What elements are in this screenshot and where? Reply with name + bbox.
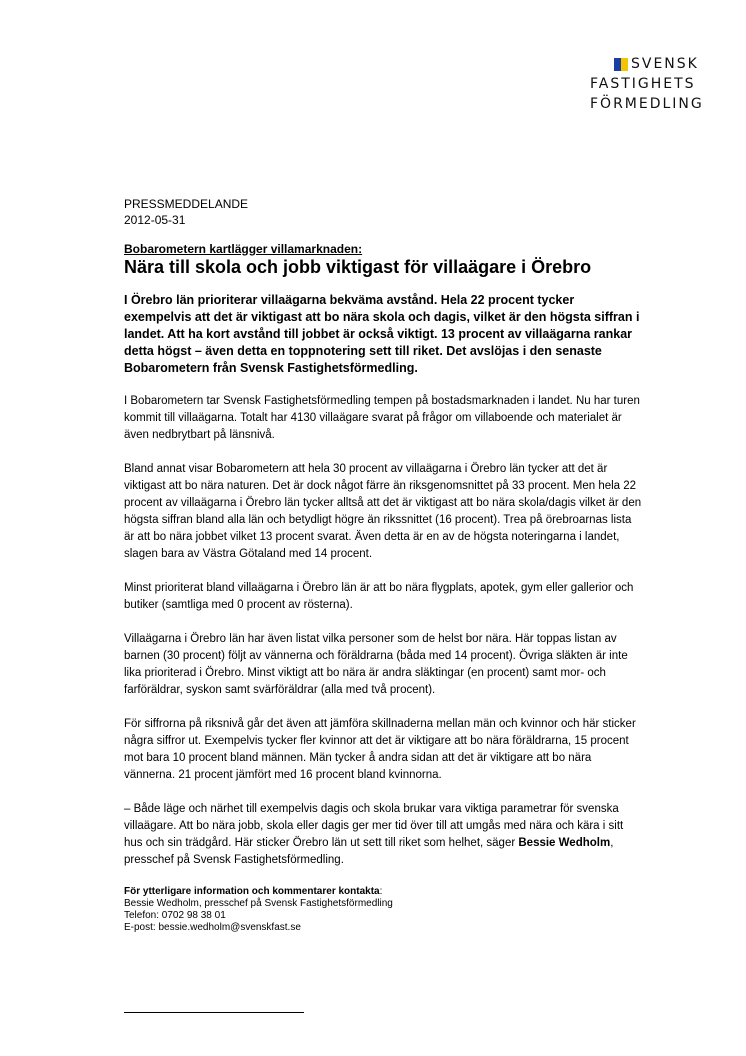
contact-heading-colon: : — [379, 886, 383, 897]
press-release-body — [124, 196, 644, 934]
quote-speaker-title: , presschef på Svensk Fastighetsförmedling. — [124, 837, 614, 866]
contact-heading: För ytterligare information och kommentarer kontakta — [124, 886, 380, 897]
logo-line-3: FÖRMEDLING — [590, 96, 704, 112]
quote-speaker-name: Bessie Wedholm — [518, 837, 611, 849]
flag-yellow-stripe — [621, 58, 628, 71]
lead-paragraph: I Örebro län prioriterar villaägarna bekväma avstånd. Hela 22 procent tycker exempelvis att det är viktigast att bo nära skola och dagis, vilket är den högsta siffran i landet. Att ha kort avstånd till jobbet är också viktigt. 13 procent av villaägarna rankar detta högst – även detta en toppnotering sett till riket. Det avslöjas i den senaste Bobarometern från Svensk Fastighetsförmedling. — [124, 293, 640, 375]
contact-name: Bessie Wedholm, presschef på Svensk Fastighetsförmedling — [124, 898, 393, 909]
logo-line-2: FASTIGHETS — [590, 76, 696, 92]
flag-blue-stripe — [614, 58, 621, 71]
document-date: 2012-05-31 — [124, 213, 186, 227]
logo-line-1: SVENSK — [631, 56, 699, 72]
body-paragraph-5: För siffrorna på riksnivå går det även att jämföra skillnaderna mellan män och kvinnor och här sticker några siffror ut. Exempelvis tycker fler kvinnor att det är viktigare att bo nära föräldrarna, 15 procent mot bara 10 procent bland männen. Män tycker å andra sidan att det är viktigare att bo nära vännerna. 21 procent jämfört med 16 procent bland kvinnorna. — [124, 718, 636, 781]
kicker-heading: Bobarometern kartlägger villamarknaden: — [124, 242, 363, 256]
body-paragraph-3: Minst prioriterat bland villaägarna i Örebro län är att bo nära flygplats, apotek, gym eller gallerior och butiker (samtliga med 0 procent av rösterna). — [124, 582, 634, 611]
contact-email: E-post: bessie.wedholm@svenskfast.se — [124, 922, 301, 933]
body-paragraph-4: Villaägarna i Örebro län har även listat vilka personer som de helst bor nära. Här toppas listan av barnen (30 procent) följt av vännerna och föräldrarna (båda med 14 procent). Övriga släkten är inte lika prioriterad i Örebro. Minst viktigt att bo nära är andra släktingar (en procent) samt mor- och farföräldrar, syskon samt svärföräldrar (alla med två procent). — [124, 633, 628, 696]
contact-block — [124, 886, 644, 934]
page-title: Nära till skola och jobb viktigast för villaägare i Örebro — [124, 257, 592, 277]
footer-divider — [124, 1012, 304, 1013]
document-type: PRESSMEDDELANDE — [124, 197, 249, 211]
quote-paragraph — [124, 801, 644, 869]
body-paragraph-2: Bland annat visar Bobarometern att hela 30 procent av villaägarna i Örebro län tycker att det är viktigast att bo nära naturen. Det är dock något färre än riksgenomsnittet på 33 procent. Men hela 22 procent av villaägarna i Örebro län tycker alltså att det är viktigast att bo nära skola/dagis vilket är den högsta siffran bland alla län och betydligt högre än rikssnittet (16 procent). Trea på örebroarnas lista är att bo nära jobbet vilket 13 procent svarat. Även detta är en av de högsta noteringarna i landet, slagen bara av Västra Götaland med 14 procent. — [124, 463, 642, 560]
contact-heading-line — [124, 886, 644, 898]
contact-phone: Telefon: 0702 98 38 01 — [124, 910, 226, 921]
logo-row-1 — [590, 54, 740, 74]
company-logo — [590, 54, 740, 114]
quote-text: – Både läge och närhet till exempelvis dagis och skola brukar vara viktiga parametrar för svenska villaägare. Att bo nära jobb, skola eller dagis ger mer tid över till att umgås med nära och kära i sitt hus och sin trädgård. Här sticker Örebro län ut sett till riket som helhet, säger — [124, 803, 624, 849]
swedish-flag-icon — [614, 58, 628, 71]
body-paragraph-1: I Bobarometern tar Svensk Fastighetsförmedling tempen på bostadsmarknaden i landet. Nu har turen kommit till villaägarna. Totalt har 4130 villaägare svarat på frågor om villaboende och materialet är även nedbrytbart på länsnivå. — [124, 395, 640, 441]
